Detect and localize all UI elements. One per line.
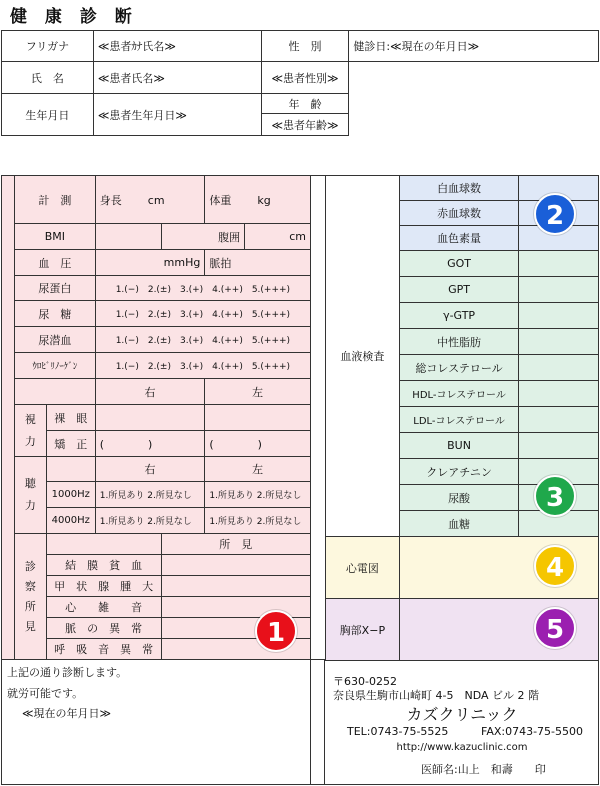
doctor-name: 医師名:山上 和壽 印 xyxy=(421,763,546,776)
exam-row-label: 脈 の 異 常 xyxy=(46,618,161,639)
clinic-info xyxy=(325,659,599,785)
hearing-1000hz-label: 1000Hz xyxy=(46,482,95,508)
exam-row-value[interactable] xyxy=(161,555,310,576)
weight-unit: kg xyxy=(257,193,271,207)
exam-row-label: 心 雑 音 xyxy=(46,597,161,618)
vision-corrected-right[interactable]: ( ) xyxy=(95,431,205,457)
clinic-name: カズクリニック xyxy=(406,705,518,724)
blood-label: 血液検査 xyxy=(326,176,400,537)
badge-5: 5 xyxy=(534,607,576,649)
height-unit: cm xyxy=(147,193,165,207)
badge-4: 4 xyxy=(534,545,576,587)
waist-unit[interactable]: cm xyxy=(245,224,311,250)
urine-row-label: 尿潜血 xyxy=(14,327,95,353)
waist-label: 腹囲 xyxy=(161,224,245,250)
name-value[interactable]: ≪患者氏名≫ xyxy=(93,62,261,94)
blood-item-label: 中性脂肪 xyxy=(399,329,519,355)
vision-left-header: 左 xyxy=(205,379,311,405)
hearing-1000-left[interactable]: 1.所見あり 2.所見なし xyxy=(205,482,311,508)
blood-item-value[interactable] xyxy=(519,329,599,355)
vision-corrected-left[interactable]: ( ) xyxy=(205,431,311,457)
bmi-label: BMI xyxy=(14,224,95,250)
age-label: 年 齢 xyxy=(261,94,349,114)
dob-value[interactable]: ≪患者生年月日≫ xyxy=(93,94,261,136)
measure-label: 計 測 xyxy=(14,176,95,224)
blood-item-label: HDL-コレステロール xyxy=(399,381,519,407)
hearing-4000-left[interactable]: 1.所見あり 2.所見なし xyxy=(205,508,311,534)
vision-naked-right[interactable] xyxy=(95,405,205,431)
pulse-label[interactable]: 脈拍 xyxy=(205,250,311,276)
separator-column xyxy=(310,175,325,660)
urine-row-label: ｳﾛﾋﾞﾘﾉｰｹﾞﾝ xyxy=(14,353,95,379)
exam-row-label: 甲 状 腺 腫 大 xyxy=(46,576,161,597)
blood-item-label: 血色素量 xyxy=(399,226,519,251)
physical-exam-table xyxy=(1,175,311,660)
urine-options[interactable]: 1.(−) 2.(±) 3.(+) 4.(++) 5.(+++) xyxy=(95,276,310,301)
page-title: 健 康 診 断 xyxy=(10,7,138,27)
blood-item-value[interactable] xyxy=(519,433,599,459)
furigana-value[interactable]: ≪患者ｶﾅ氏名≫ xyxy=(93,31,261,62)
age-value[interactable]: ≪患者年齢≫ xyxy=(261,114,349,136)
blood-item-value[interactable] xyxy=(519,355,599,381)
clinic-tel: TEL:0743-75-5525 xyxy=(347,725,449,738)
blood-item-label: LDL-コレステロール xyxy=(399,407,519,433)
vision-naked-label: 裸 眼 xyxy=(46,405,95,431)
bp-unit[interactable]: mmHg xyxy=(95,250,205,276)
vision-corrected-label: 矯 正 xyxy=(46,431,95,457)
postal-code: 〒630-0252 xyxy=(333,675,397,688)
clinic-fax: FAX:0743-75-5500 xyxy=(481,725,584,738)
blood-item-label: 尿酸 xyxy=(399,485,519,511)
exam-row-label: 結 膜 貧 血 xyxy=(46,555,161,576)
vision-naked-left[interactable] xyxy=(205,405,311,431)
bmi-value[interactable] xyxy=(95,224,161,250)
hearing-4000-right[interactable]: 1.所見あり 2.所見なし xyxy=(95,508,205,534)
exam-label: 診 察 所 見 xyxy=(14,534,46,660)
urine-options[interactable]: 1.(−) 2.(±) 3.(+) 4.(++) 5.(+++) xyxy=(95,327,310,353)
urine-options[interactable]: 1.(−) 2.(±) 3.(+) 4.(++) 5.(+++) xyxy=(95,301,310,327)
patient-info-table xyxy=(1,30,599,136)
height-cell[interactable] xyxy=(95,176,205,224)
blood-item-value[interactable] xyxy=(519,251,599,277)
footer-line1: 上記の通り診断します。 xyxy=(7,666,128,679)
vision-right-header: 右 xyxy=(95,379,205,405)
clinic-address: 奈良県生駒市山崎町 4-5 NDA ビル 2 階 xyxy=(333,689,539,702)
blood-item-label: 総コレステロール xyxy=(399,355,519,381)
exam-date[interactable]: 健診日:≪現在の年月日≫ xyxy=(349,31,599,62)
ecg-label: 心電図 xyxy=(326,537,400,599)
urine-row-label: 尿蛋白 xyxy=(14,276,95,301)
footer-date[interactable]: ≪現在の年月日≫ xyxy=(22,707,112,720)
findings-header: 所 見 xyxy=(161,534,310,555)
blood-item-value[interactable] xyxy=(519,381,599,407)
blood-item-label: BUN xyxy=(399,433,519,459)
name-label: 氏 名 xyxy=(2,62,94,94)
hearing-right-header: 右 xyxy=(95,457,205,482)
vision-label: 視 力 xyxy=(14,405,46,457)
blood-item-label: GOT xyxy=(399,251,519,277)
footer-line2: 就労可能です。 xyxy=(7,687,84,700)
urine-row-label: 尿 糖 xyxy=(14,301,95,327)
blood-item-label: γ-GTP xyxy=(399,303,519,329)
furigana-label: フリガナ xyxy=(2,31,94,62)
blood-item-label: 白血球数 xyxy=(399,176,519,201)
weight-cell[interactable] xyxy=(205,176,311,224)
bp-label: 血 圧 xyxy=(14,250,95,276)
footer-left xyxy=(1,659,310,785)
sex-label: 性 別 xyxy=(261,31,349,62)
badge-3: 3 xyxy=(534,475,576,517)
blood-item-label: 血糖 xyxy=(399,511,519,537)
sex-value[interactable]: ≪患者性別≫ xyxy=(261,62,349,94)
hearing-label: 聴 力 xyxy=(14,457,46,534)
blood-item-value[interactable] xyxy=(519,407,599,433)
exam-row-label: 呼 吸 音 異 常 xyxy=(46,639,161,660)
blood-item-label: GPT xyxy=(399,277,519,303)
dob-label: 生年月日 xyxy=(2,94,94,136)
hearing-left-header: 左 xyxy=(205,457,311,482)
blood-item-label: 赤血球数 xyxy=(399,201,519,226)
blood-test-table xyxy=(325,175,599,661)
exam-row-value[interactable] xyxy=(161,576,310,597)
urine-options[interactable]: 1.(−) 2.(±) 3.(+) 4.(++) 5.(+++) xyxy=(95,353,310,379)
blood-item-label: クレアチニン xyxy=(399,459,519,485)
blood-item-value[interactable] xyxy=(519,303,599,329)
weight-label: 体重 xyxy=(209,193,232,207)
clinic-url[interactable]: http://www.kazuclinic.com xyxy=(396,742,528,753)
blood-item-value[interactable] xyxy=(519,277,599,303)
hearing-4000hz-label: 4000Hz xyxy=(46,508,95,534)
hearing-1000-right[interactable]: 1.所見あり 2.所見なし xyxy=(95,482,205,508)
badge-1: 1 xyxy=(255,610,297,652)
badge-2: 2 xyxy=(534,193,576,235)
xray-label: 胸部X−P xyxy=(326,599,400,661)
height-label: 身長 xyxy=(99,193,122,207)
